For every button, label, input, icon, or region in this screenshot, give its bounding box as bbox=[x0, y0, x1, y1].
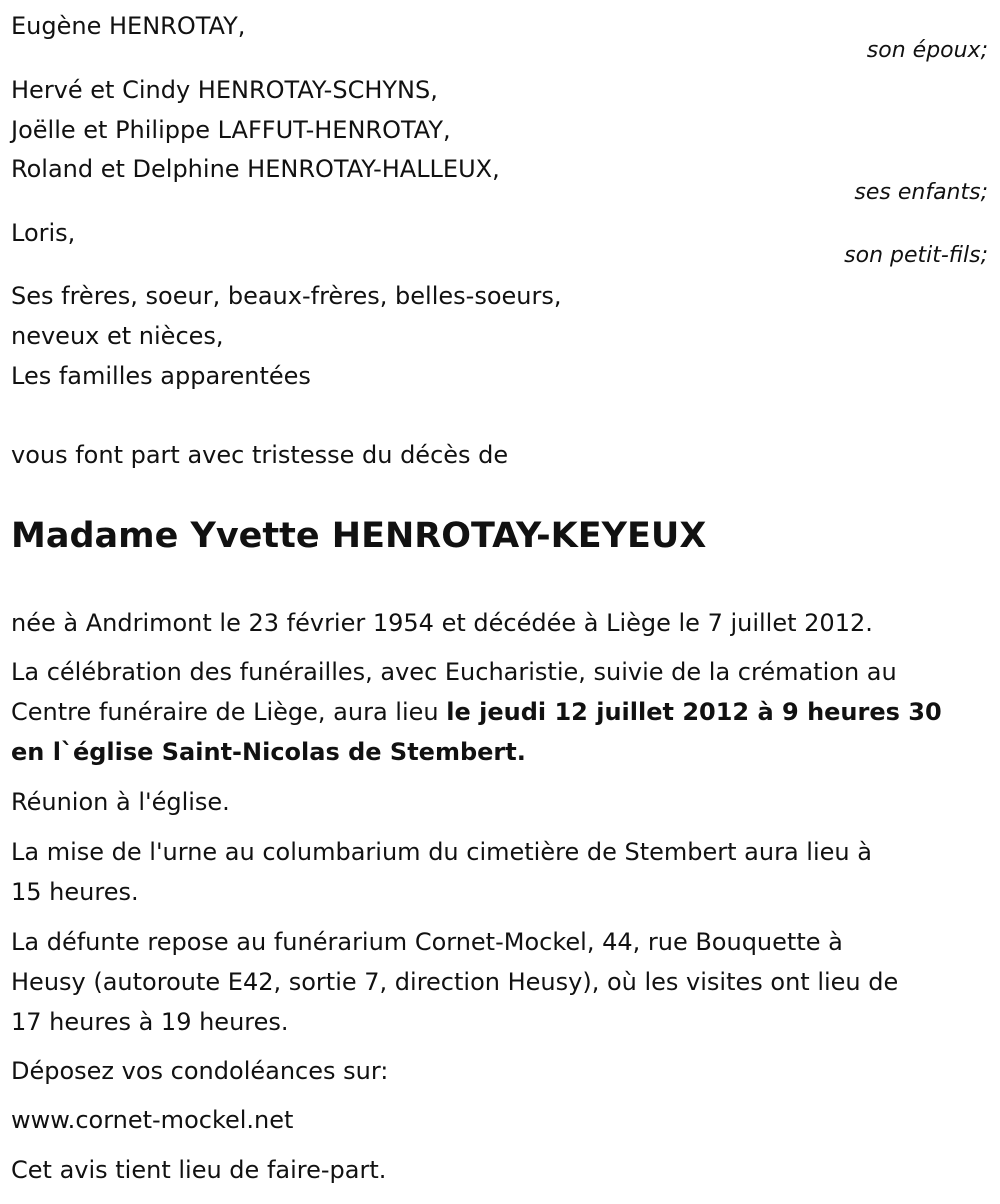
grandson-role: son petit-fils; bbox=[844, 243, 988, 268]
condolences-label: Déposez vos condoléances sur: bbox=[11, 1057, 389, 1085]
funeral-location: en l`église Saint-Nicolas de Stembert. bbox=[11, 738, 526, 766]
extended-family-line-1: Ses frères, soeur, beaux-frères, belles-soeurs, bbox=[11, 282, 562, 310]
birth-death-dates: née à Andrimont le 23 février 1954 et décédée à Liège le 7 juillet 2012. bbox=[11, 609, 873, 637]
deceased-name: Madame Yvette HENROTAY-KEYEUX bbox=[11, 516, 707, 556]
funeral-line-1: La célébration des funérailles, avec Eucharistie, suivie de la crémation au bbox=[11, 658, 897, 686]
extended-family-line-2: neveux et nièces, bbox=[11, 322, 224, 350]
announcement-intro: vous font part avec tristesse du décès de bbox=[11, 441, 509, 469]
funeral-date-time: le jeudi 12 juillet 2012 à 9 heures 30 bbox=[446, 698, 942, 726]
spouse-name: Eugène HENROTAY, bbox=[11, 12, 246, 40]
child-line-1: Hervé et Cindy HENROTAY-SCHYNS, bbox=[11, 76, 438, 104]
rest-line-2: Heusy (autoroute E42, sortie 7, direction Heusy), où les visites ont lieu de bbox=[11, 968, 899, 996]
spouse-role: son époux; bbox=[866, 38, 988, 63]
children-role: ses enfants; bbox=[854, 180, 988, 205]
funeral-line-2-text: Centre funéraire de Liège, aura lieu bbox=[11, 698, 447, 726]
grandson-name: Loris, bbox=[11, 219, 76, 247]
rest-line-1: La défunte repose au funérarium Cornet-Mockel, 44, rue Bouquette à bbox=[11, 928, 843, 956]
rest-line-3: 17 heures à 19 heures. bbox=[11, 1008, 289, 1036]
extended-family-line-3: Les familles apparentées bbox=[11, 362, 311, 390]
urn-line-2: 15 heures. bbox=[11, 878, 139, 906]
child-line-3: Roland et Delphine HENROTAY-HALLEUX, bbox=[11, 155, 500, 183]
funeral-line-2 bbox=[11, 700, 942, 724]
closing-note: Cet avis tient lieu de faire-part. bbox=[11, 1156, 387, 1184]
child-line-2: Joëlle et Philippe LAFFUT-HENROTAY, bbox=[11, 116, 451, 144]
urn-line-1: La mise de l'urne au columbarium du cimetière de Stembert aura lieu à bbox=[11, 838, 872, 866]
meeting-note: Réunion à l'église. bbox=[11, 788, 230, 816]
condolences-website: www.cornet-mockel.net bbox=[11, 1106, 294, 1134]
